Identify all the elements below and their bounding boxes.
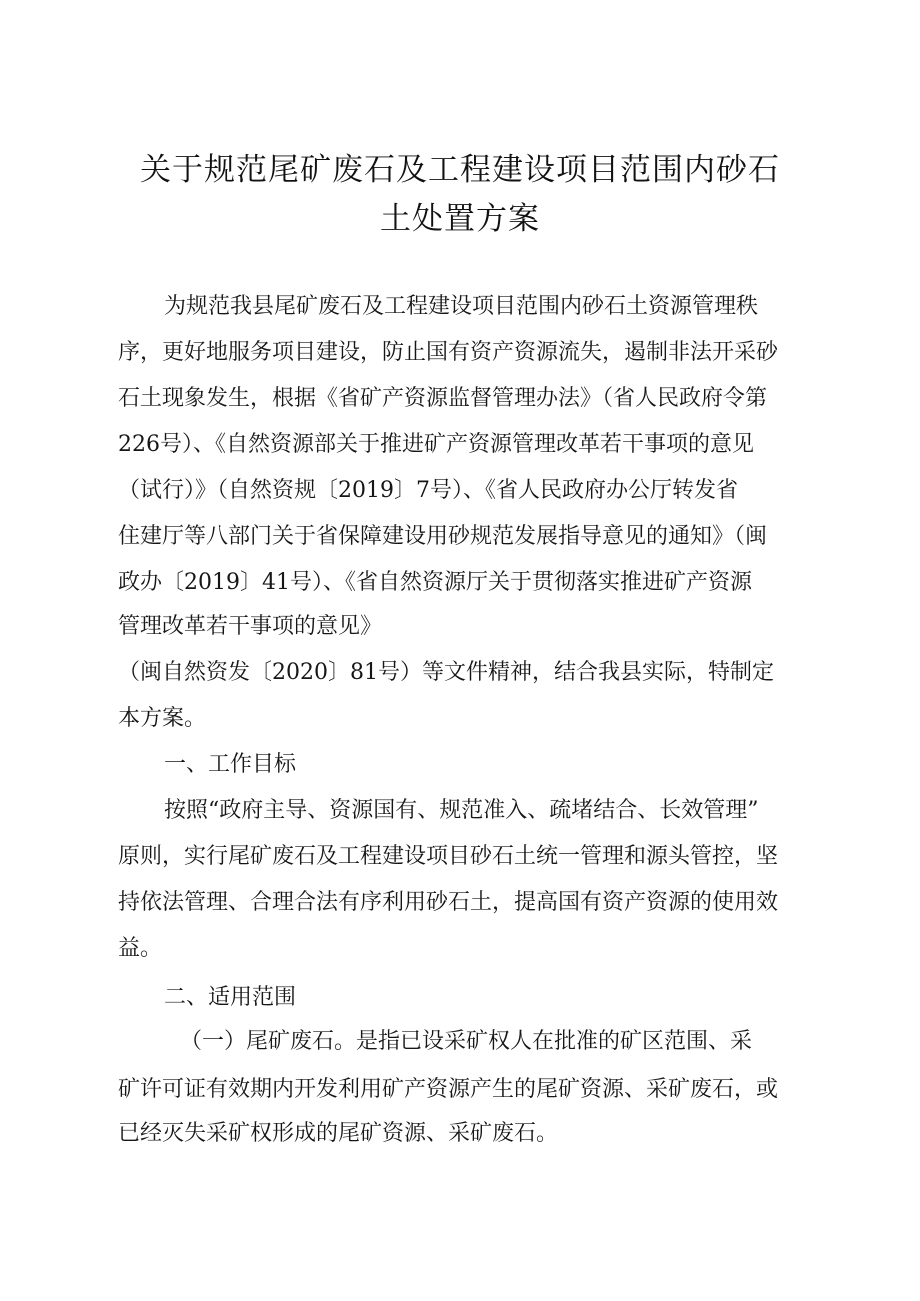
document-title-line-1: 关于规范尾矿废石及工程建设项目范围内砂石	[140, 152, 780, 188]
intro-line-8: 管理改革若干事项的意见》	[118, 614, 383, 639]
section2-line-1: （一）尾矿废石。是指已设采矿权人在批准的矿区范围、采	[180, 1029, 753, 1054]
section2-line-3: 已经灭失采矿权形成的尾矿资源、采矿废石。	[118, 1121, 559, 1146]
section1-line-1: 按照“政府主导、资源国有、规范准入、疏堵结合、长效管理”	[164, 798, 759, 823]
intro-line-6: 住建厅等八部门关于省保障建设用砂规范发展指导意见的通知》（闽	[118, 524, 768, 549]
section1-line-3: 持依法管理、合理合法有序利用砂石土，提高国有资产资源的使用效	[118, 890, 779, 915]
intro-line-1: 为规范我县尾矿废石及工程建设项目范围内砂石土资源管理秩	[164, 294, 759, 319]
document-title-line-2: 土处置方案	[380, 201, 540, 237]
section2-heading: 二、适用范围	[164, 985, 297, 1010]
section2-line-2: 矿许可证有效期内开发利用矿产资源产生的尾矿资源、采矿废石，或	[118, 1077, 779, 1102]
intro-line-7: 政办〔2019〕41号）、《省自然资源厅关于贯彻落实推进矿产资源	[118, 570, 752, 595]
section1-line-4: 益。	[118, 936, 163, 961]
intro-line-3: 石土现象发生，根据《省矿产资源监督管理办法》（省人民政府令第	[118, 386, 768, 411]
section1-line-2: 原则，实行尾矿废石及工程建设项目砂石土统一管理和源头管控，坚	[118, 844, 779, 869]
intro-line-5: （试行）》（自然资规〔2019〕7号）、《省人民政府办公厅转发省	[118, 478, 738, 503]
intro-line-4: 226号）、《自然资源部关于推进矿产资源管理改革若干事项的意见	[118, 432, 754, 457]
intro-line-9: （闽自然资发〔2020〕81号）等文件精神，结合我县实际，特制定	[118, 660, 774, 685]
intro-line-2: 序，更好地服务项目建设，防止国有资产资源流失，遏制非法开采砂	[118, 340, 779, 365]
intro-line-10: 本方案。	[118, 706, 207, 731]
section1-heading: 一、工作目标	[164, 752, 297, 777]
